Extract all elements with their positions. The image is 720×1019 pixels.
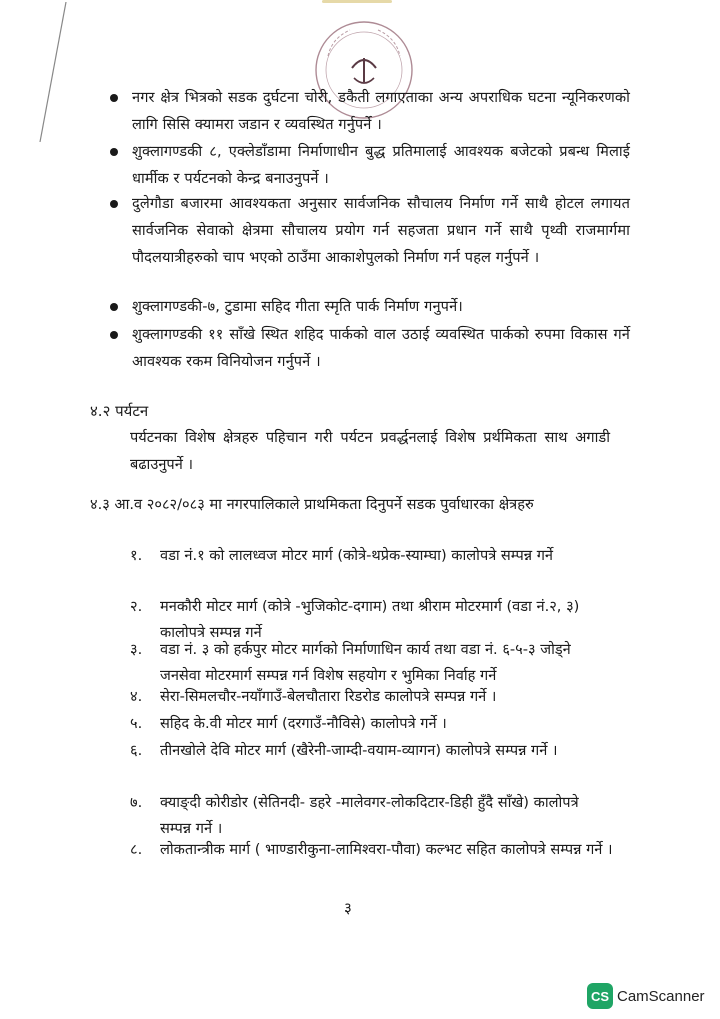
road-item-number: १. <box>130 547 143 564</box>
road-item-text: मनकौरी मोटर मार्ग (कोत्रे -भुजिकोट-दगाम) तथा श्रीराम मोटरमार्ग (वडा नं.२, ३) कालोपत्रे सम्पन्न गर्ने <box>160 598 580 641</box>
road-item <box>130 684 614 710</box>
road-item <box>130 837 614 863</box>
road-item-number: ४. <box>130 688 143 705</box>
section-heading-tourism: ४.२ पर्यटन <box>90 402 149 420</box>
road-item <box>130 790 614 842</box>
road-item-number: ३. <box>130 641 143 658</box>
road-item-text: वडा नं.१ को लालध्वज मोटर मार्ग (कोत्रे-थप्रेक-स्याम्घा) कालोपत्रे सम्पन्न गर्ने <box>160 547 554 564</box>
road-item-number: ५. <box>130 715 143 732</box>
road-item-text: क्याङ्दी कोरीडोर (सेतिनदी- डहरे -मालेवगर-लोकदिटार-डिही हुँदै साँखे) कालोपत्रे सम्पन्न गर्ने । <box>160 794 579 837</box>
road-item-number: ८. <box>130 841 143 858</box>
bullet-dot <box>110 331 118 339</box>
road-item-number: २. <box>130 598 143 615</box>
bullet-item <box>110 321 630 375</box>
bullet-text: शुक्लागण्डकी ११ साँखे स्थित शहिद पार्कको वाल उठाई व्यवस्थित पार्कको रुपमा विकास गर्ने आवश्यक रकम विनियोजन गर्नुपर्ने । <box>132 326 630 370</box>
bullet-text: शुक्लागण्डकी-७, टुडामा सहिद गीता स्मृति पार्क निर्माण गनुपर्ने। <box>132 298 463 315</box>
bullet-item <box>110 138 630 192</box>
road-item-text: लोकतान्त्रीक मार्ग ( भाण्डारीकुना-लामिश्वरा-पौवा) कल्भट सहित कालोपत्रे सम्पन्न गर्ने । <box>160 841 613 858</box>
bullet-item <box>110 293 630 320</box>
page-number: ३ <box>344 899 352 917</box>
section-heading-roads: ४.३ आ.व २०८२/०८३ मा नगरपालिकाले प्राथमिकता दिनुपर्ने सडक पुर्वाधारका क्षेत्रहरु <box>90 496 534 513</box>
road-item <box>130 637 614 689</box>
road-item <box>130 711 614 737</box>
bullet-dot <box>110 303 118 311</box>
road-item-number: ६. <box>130 742 143 759</box>
camscanner-label: CamScanner <box>617 987 705 1005</box>
bullet-text: शुक्लागण्डकी ८, एक्लेडाँडामा निर्माणाधीन बुद्ध प्रतिमालाई आवश्यक बजेटको प्रबन्ध मिलाई धार्मीक र पर्यटनको केन्द्र बनाउनुपर्ने । <box>132 143 630 187</box>
road-item-text: तीनखोले देवि मोटर मार्ग (खैरेनी-जाम्दी-वयाम-व्यागन) कालोपत्रे सम्पन्न गर्ने । <box>160 742 558 759</box>
road-item <box>130 738 614 764</box>
road-item <box>130 543 614 569</box>
bullet-text: नगर क्षेत्र भित्रको सडक दुर्घटना चोरी, डकैती लगाएताका अन्य अपराधिक घटना न्यूनिकरणको लागि सिसि क्यामरा जडान र व्यवस्थित गर्नुपर्ने । <box>132 89 630 133</box>
bullet-dot <box>110 200 118 208</box>
road-item-text: वडा नं. ३ को हर्कपुर मोटर मार्गको निर्माणाधिन कार्य तथा वडा नं. ६-५-३ जोड्ने जनसेवा मोटरमार्ग सम्पन्न गर्न विशेष सहयोग र भुमिका निर्वाह गर्ने <box>160 641 571 684</box>
camscanner-logo-icon: CS <box>587 983 613 1009</box>
bullet-dot <box>110 148 118 156</box>
section-body-tourism: पर्यटनका विशेष क्षेत्रहरु पहिचान गरी पर्यटन प्रवर्द्धनलाई विशेष प्रर्थमिकता साथ अगाडी बढाउनुपर्ने । <box>130 429 610 473</box>
bullet-dot <box>110 94 118 102</box>
bullet-item <box>110 84 630 138</box>
camscanner-watermark <box>587 983 705 1009</box>
road-item-text: सहिद के.वी मोटर मार्ग (दरगाउँ-नौविसे) कालोपत्रे गर्ने । <box>160 715 447 732</box>
top-edge-mark <box>322 0 392 3</box>
margin-pencil-line <box>38 2 68 142</box>
road-item-number: ७. <box>130 794 143 811</box>
bullet-item <box>110 190 630 271</box>
road-item-text: सेरा-सिमलचौर-नयाँगाउँ-बेलचौतारा रिडरोड कालोपत्रे सम्पन्न गर्ने । <box>160 688 497 705</box>
bullet-text: दुलेगौडा बजारमा आवश्यकता अनुसार सार्वजनिक सौचालय निर्माण गर्ने साथै होटल लगायत सार्वजनिक सेवाको क्षेत्रमा सौचालय प्रयोग गर्न सहजता प्रधान गर्ने साथै पृथ्वी राजमार्गमा पौदलयात्रीहरुको चाप भएको ठाउँमा आकाशेपुलको निर्माण गर्न पहल गर्नुपर्ने । <box>132 195 630 266</box>
